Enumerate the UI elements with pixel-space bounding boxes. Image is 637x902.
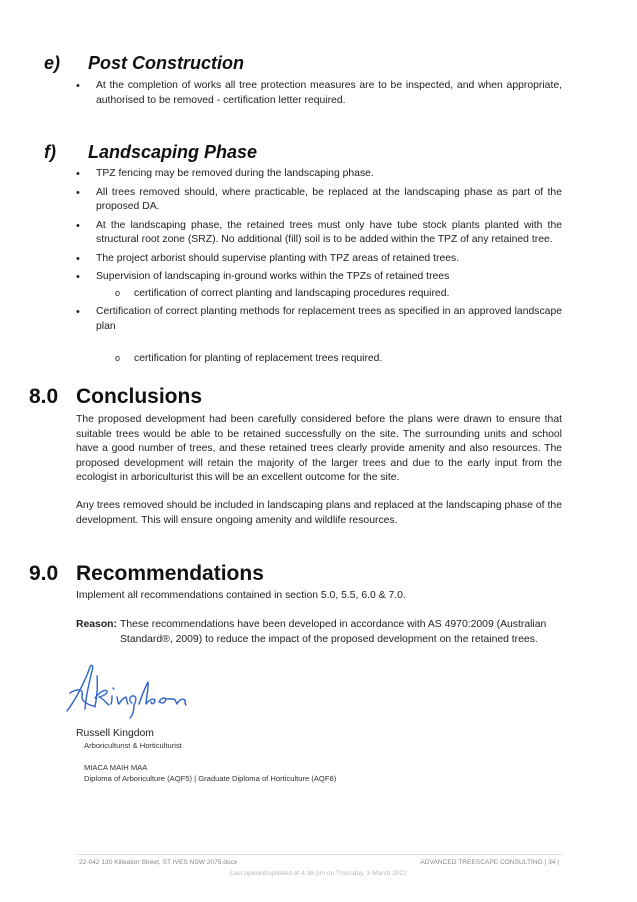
heading-label: f) — [44, 142, 56, 162]
reason-label: Reason: — [76, 619, 117, 630]
section-number: 9.0 — [29, 562, 59, 585]
list-item: • All trees removed should, where practicable, be replaced at the landscaping phase as part of the proposed DA. — [76, 186, 562, 215]
signatory-name: Russell Kingdom — [76, 728, 154, 739]
section-number: 8.0 — [29, 385, 59, 408]
sub-list-item: o certification for planting of replacement trees required. — [115, 352, 581, 367]
signatory-qualifications: Diploma of Arboriculture (AQF5) | Graduate Diploma of Horticulture (AQF8) — [84, 774, 337, 783]
sub-list-item: o certification of correct planting and landscaping procedures required. — [115, 287, 581, 302]
heading-title: Post Construction — [88, 53, 244, 73]
section-title: Conclusions — [76, 385, 203, 408]
signatory-role: Arboriculturist & Horticulturist — [84, 741, 182, 750]
heading-conclusions — [29, 385, 202, 409]
heading-label: e) — [44, 53, 61, 73]
landscaping-phase-list-cont — [76, 305, 562, 334]
list-item: • Certification of correct planting methods for replacement trees as specified in an approved landscape plan — [76, 305, 562, 334]
section-title: Recommendations — [76, 562, 264, 585]
signatory-memberships: MIACA MAIH MAA — [84, 763, 148, 772]
recommendations-intro: Implement all recommendations contained in section 5.0, 5.5, 6.0 & 7.0. — [76, 590, 406, 601]
signature-image — [64, 662, 189, 720]
landscaping-phase-list — [76, 167, 562, 289]
heading-title: Landscaping Phase — [88, 142, 258, 162]
list-item: • TPZ fencing may be removed during the landscaping phase. — [76, 167, 562, 182]
footer-filename: 22-042 130 Killeaton Street, ST IVES NSW 2075.docx — [79, 859, 238, 866]
list-item: • Supervision of landscaping in-ground works within the TPZs of retained trees — [76, 270, 562, 285]
list-item: • The project arborist should supervise planting with TPZ areas of retained trees. — [76, 252, 562, 267]
footer-last-updated: Last opened/updated at 4:36 pm on Thursday, 3 March 2022 — [230, 870, 407, 877]
heading-landscaping-phase — [44, 142, 257, 163]
list-item: • At the completion of works all tree protection measures are to be inspected, and when appropriate, authorised to be removed - certification letter required. — [76, 79, 562, 108]
footer-divider — [76, 854, 562, 855]
signature-scribble — [64, 662, 189, 720]
post-construction-list — [76, 79, 562, 108]
conclusions-paragraph-1: The proposed development had been carefully considered before the plans were drawn to ensure that suitable trees would be able to be retained successfully on the site. The surrounding units and school have a good number of trees, and these retained trees clearly provide amenity and also resources. The proposed development will retain the majority of the larger trees and due to the early input from the ecologist in arboriculturist this will be an excellent outcome for the site. — [76, 414, 562, 483]
heading-recommendations — [29, 562, 264, 586]
conclusions-paragraph-2: Any trees removed should be included in landscaping plans and replaced at the landscaping phase of the development. This will ensure ongoing amenity and wildlife resources. — [76, 500, 562, 526]
list-item: • At the landscaping phase, the retained trees must only have tube stock plants planted with the structural root zone (SRZ). No additional (fill) soil is to be added within the TPZ of any retained tree. — [76, 219, 562, 248]
heading-post-construction — [44, 53, 244, 74]
footer-company-page: ADVANCED TREESCAPE CONSULTING | 34 | — [420, 859, 559, 866]
reason-text: These recommendations have been developed in accordance with AS 4970:2009 (Australian Standard®, 2009) to reduce the impact of the proposed development on the retained trees. — [120, 619, 547, 645]
